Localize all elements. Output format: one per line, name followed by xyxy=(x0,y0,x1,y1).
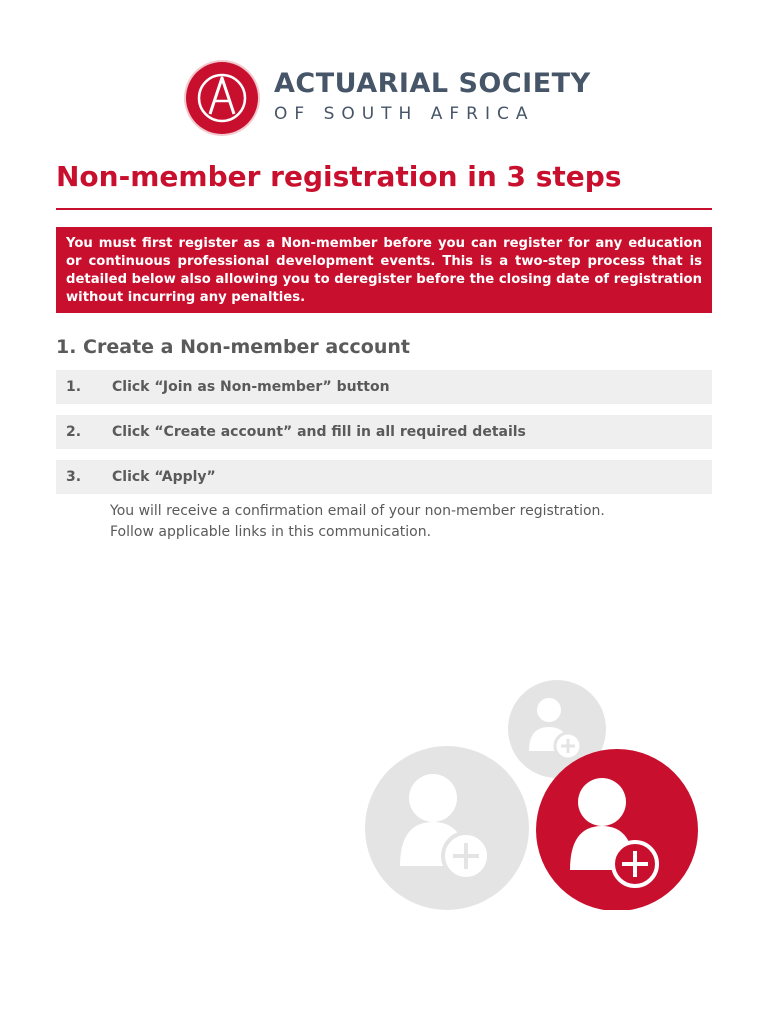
add-user-icon xyxy=(536,749,698,910)
logo-mark xyxy=(186,62,258,134)
add-user-icon xyxy=(365,746,529,910)
step-text: Click “Join as Non-member” button xyxy=(112,379,390,395)
step-number: 3. xyxy=(66,469,82,485)
step-item xyxy=(56,460,712,494)
logo-a-icon xyxy=(186,62,258,134)
notice-banner: You must first register as a Non-member before you can register for any education or continuous professional development events. This is a two-step process that is detailed below also allowing you to deregister before the closing date of registration without incurring any penalties. xyxy=(56,227,712,313)
section-title: 1. Create a Non-member account xyxy=(56,336,410,358)
note-line-2: Follow applicable links in this communication. xyxy=(110,524,432,540)
step-number: 1. xyxy=(66,379,82,395)
add-user-illustration xyxy=(360,680,704,910)
org-name-line1: ACTUARIAL SOCIETY xyxy=(274,68,591,99)
page-title: Non-member registration in 3 steps xyxy=(56,160,622,193)
step-number: 2. xyxy=(66,424,82,440)
title-divider xyxy=(56,208,712,210)
logo xyxy=(186,58,591,136)
note-line-1: You will receive a confirmation email of your non-member registration. xyxy=(110,503,605,519)
step-text: Click “Create account” and fill in all required details xyxy=(112,424,526,440)
org-name-line2: OF SOUTH AFRICA xyxy=(274,104,535,124)
step-item xyxy=(56,370,712,404)
step-text: Click “Apply” xyxy=(112,469,216,485)
confirmation-note xyxy=(110,501,605,543)
step-item xyxy=(56,415,712,449)
